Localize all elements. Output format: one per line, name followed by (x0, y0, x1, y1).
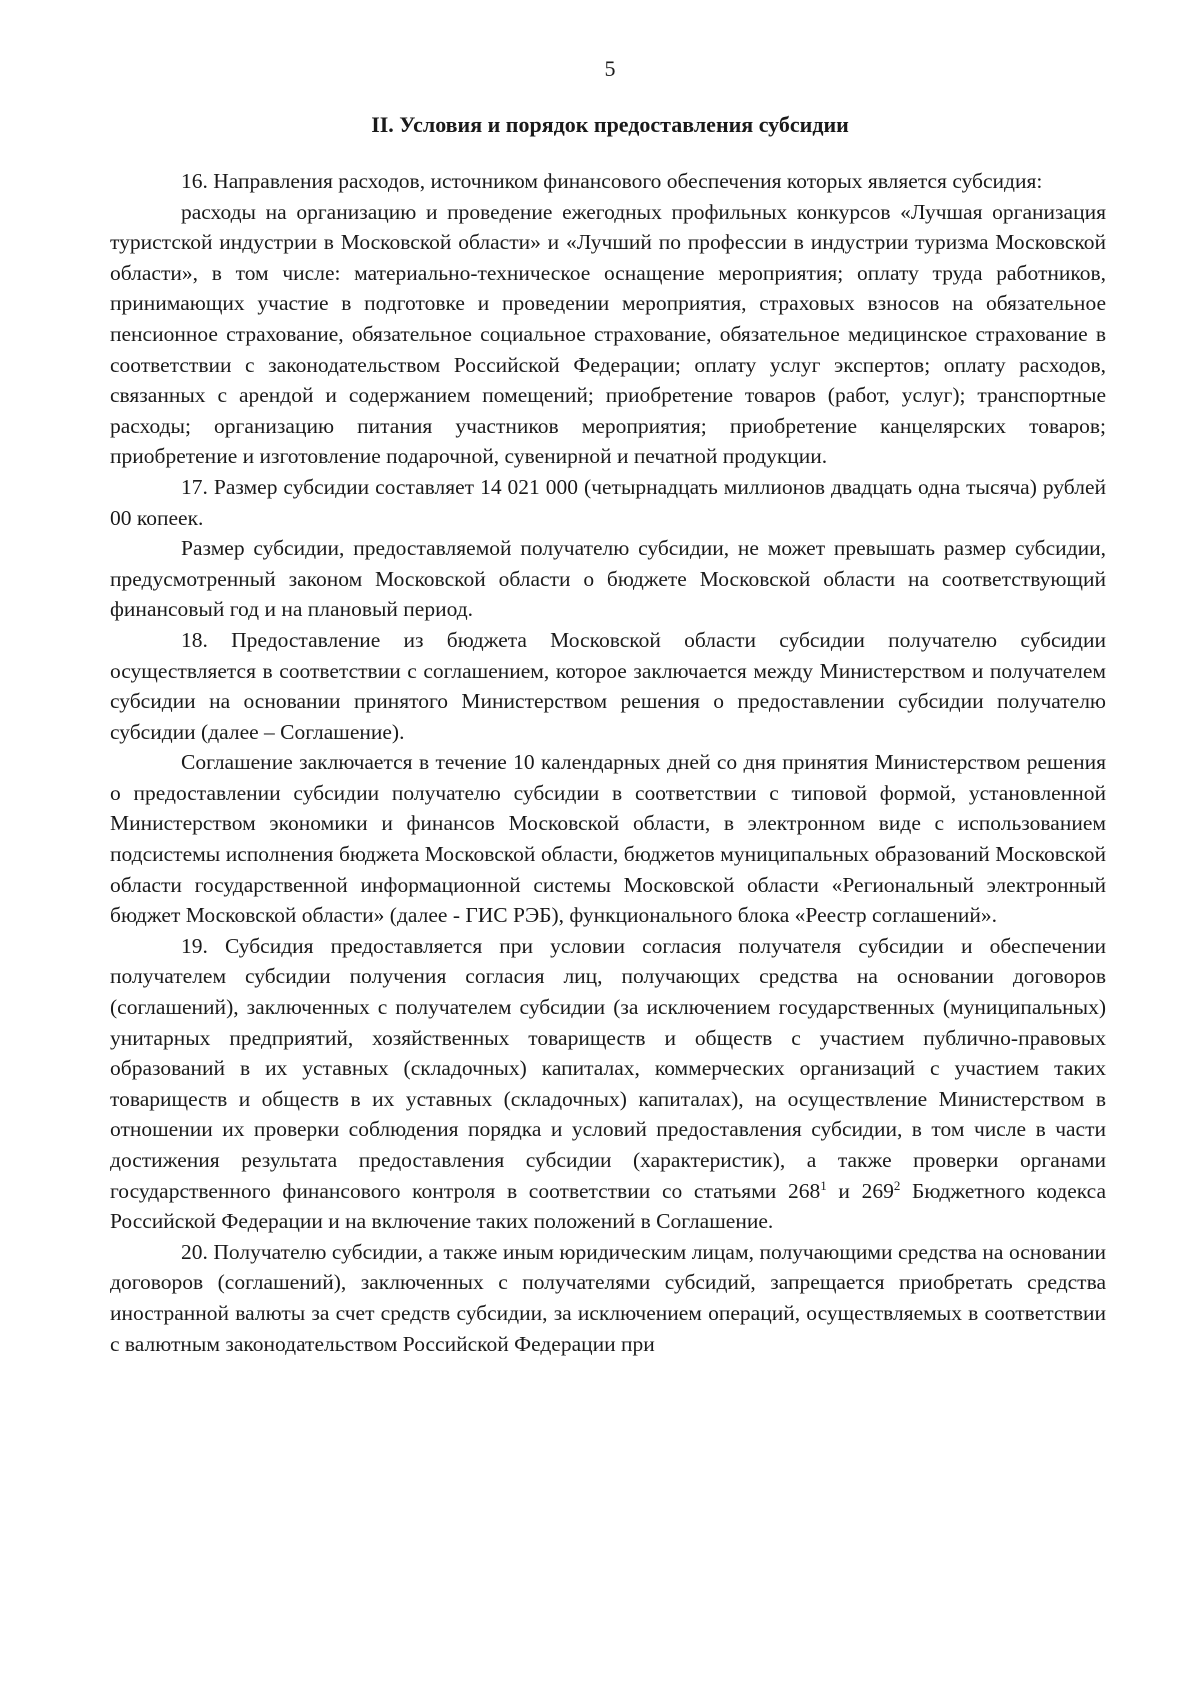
document-body (110, 166, 1106, 1359)
page-number: 5 (604, 56, 616, 81)
section-heading: II. Условия и порядок предоставления субсидии (371, 112, 849, 137)
paragraph-20: 20. Получателю субсидии, а также иным юридическим лицам, получающими средства на основании договоров (соглашений), заключенных с получателями субсидий, запрещается приобретать средства иностранной валюты за счет средств субсидии, за исключением операций, осуществляемых в соответствии с валютным законодательством Российской Федерации при (110, 1239, 1106, 1356)
paragraph-19 (110, 931, 1106, 1237)
article-superscript-1: 1 (820, 1177, 827, 1193)
paragraph-17-limit: Размер субсидии, предоставляемой получателю субсидии, не может превышать размер субсидии, предусмотренный законом Московской области о бюджете Московской области на соответствующий финансовый год и на плановый период. (110, 536, 1106, 622)
paragraph-16: 16. Направления расходов, источником финансового обеспечения которых является субсидия: (181, 169, 1043, 193)
paragraph-18-agreement: Соглашение заключается в течение 10 календарных дней со дня принятия Министерством решения о предоставлении субсидии получателю субсидии в соответствии с типовой формой, установленной Министерством экономики и финансов Московской области, в электронном виде с использованием подсистемы исполнения бюджета Московской области, бюджетов муниципальных образований Московской области государственной информационной системы Московской области «Региональный электронный бюджет Московской области» (далее - ГИС РЭБ), функционального блока «Реестр соглашений». (110, 750, 1106, 928)
paragraph-16-expenses: расходы на организацию и проведение ежегодных профильных конкурсов «Лучшая организация туристской индустрии в Московской области» и «Лучший по профессии в индустрии туризма Московской области», в том числе: материально-техническое оснащение мероприятия; оплату труда работников, принимающих участие в подготовке и проведении мероприятия, страховых взносов на обязательное пенсионное страхование, обязательное социальное страхование, обязательное медицинское страхование в соответствии с законодательством Российской Федерации; оплату услуг экспертов; оплату расходов, связанных с арендой и содержанием помещений; приобретение товаров (работ, услуг); транспортные расходы; организацию питания участников мероприятия; приобретение канцелярских товаров; приобретение и изготовление подарочной, сувенирной и печатной продукции. (110, 199, 1106, 469)
paragraph-19-text-1: 19. Субсидия предоставляется при условии согласия получателя субсидии и обеспечении получателем субсидии получения согласия лиц, получающих средства на основании договоров (соглашений), заключенных с получателем субсидии (за исключением государственных (муниципальных) унитарных предприятий, хозяйственных товариществ и обществ с участием публично-правовых образований в их уставных (складочных) капиталах, коммерческих организаций с участием таких товариществ и обществ в их уставных (складочных) капиталах), на осуществление Министерством в отношении их проверки соблюдения порядка и условий предоставления субсидии, в том числе в части достижения результата предоставления субсидии (характеристик), а также проверки органами государственного финансового контроля в соответствии со статьями 268 (110, 933, 1106, 1203)
paragraph-19-text-2: и 269 (826, 1178, 894, 1203)
paragraph-19-text-3: Бюджетного кодекса Российской Федерации и на включение таких положений в Соглашение. (110, 1178, 1107, 1234)
article-superscript-2: 2 (893, 1177, 901, 1193)
paragraph-17: 17. Размер субсидии составляет 14 021 000 (четырнадцать миллионов двадцать одна тысяча) рублей 00 копеек. (110, 474, 1106, 530)
paragraph-18: 18. Предоставление из бюджета Московской области субсидии получателю субсидии осуществляется в соответствии с соглашением, которое заключается между Министерством и получателем субсидии на основании принятого Министерством решения о предоставлении субсидии получателю субсидии (далее – Соглашение). (110, 627, 1106, 744)
